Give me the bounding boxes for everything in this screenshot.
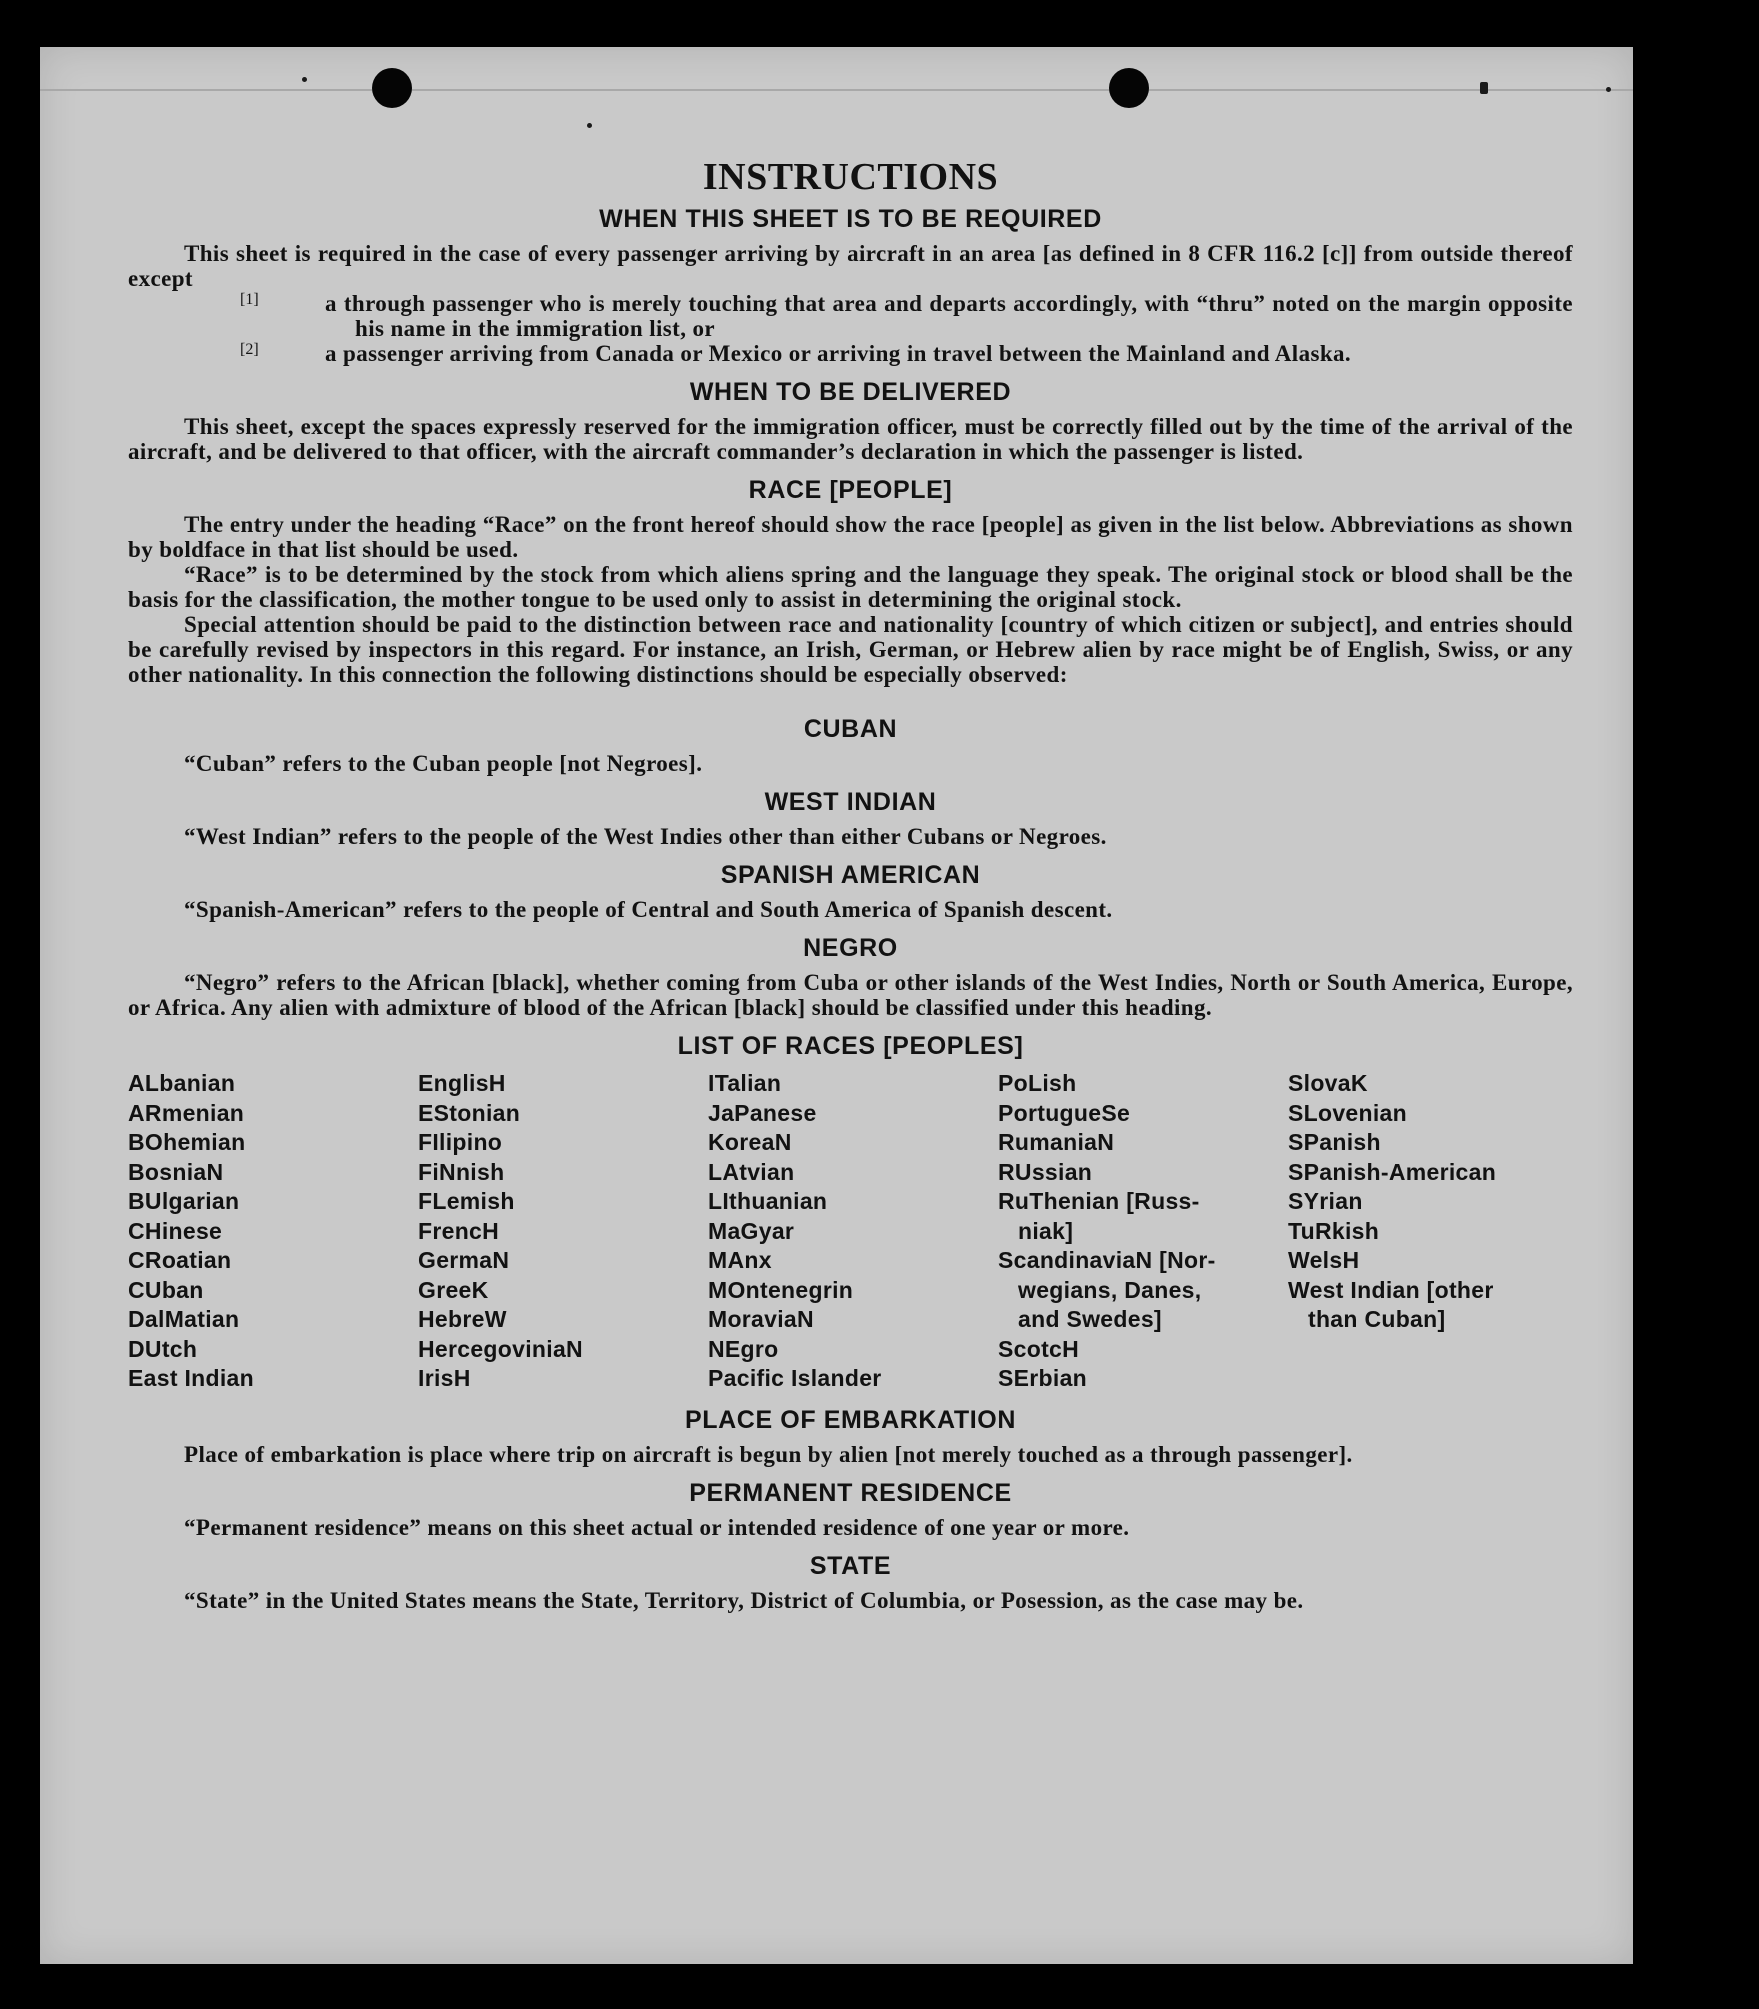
page-title: INSTRUCTIONS: [702, 156, 999, 198]
race-entry: BUlgarian: [128, 1188, 240, 1214]
when-required-intro: This sheet is required in the case of every passenger arriving by aircraft in an area [as defined in 8 CFR 116.2 [c]] from outside thereof except: [128, 241, 1573, 291]
race-entry: FLemish: [418, 1188, 515, 1214]
spanish-american-text: “Spanish-American” refers to the people of Central and South America of Spanish descent.: [184, 897, 1113, 922]
race-entry: JaPanese: [708, 1099, 817, 1126]
race-entry: NEgro: [708, 1335, 779, 1362]
heading-embarkation: PLACE OF EMBARKATION: [685, 1405, 1016, 1434]
race-entry: FIlipino: [418, 1129, 503, 1155]
race-entry: EnglisH: [418, 1070, 506, 1096]
speck: [587, 123, 592, 128]
race-entry: CHinese: [128, 1217, 223, 1244]
race-column-3: [708, 1069, 993, 1394]
race-entry: ALbanian: [128, 1070, 236, 1096]
exception-item-2: [128, 341, 1573, 366]
race-entry: MaGyar: [708, 1217, 795, 1244]
race-entry: SPanish-American: [1288, 1158, 1497, 1185]
race-entry: PortugueSe: [998, 1099, 1131, 1126]
heading-cuban: CUBAN: [803, 715, 898, 743]
exception-item-1: [128, 291, 1573, 341]
race-entry: ARmenian: [128, 1099, 245, 1126]
race-column-1: [128, 1069, 413, 1394]
race-entry: FiNnish: [418, 1158, 505, 1185]
race-entry: HercegoviniaN: [418, 1335, 583, 1362]
race-entry: CRoatian: [128, 1247, 232, 1273]
when-delivered-text: This sheet, except the spaces expressly reserved for the immigration officer, must be correctly filled out by the time of the arrival of the aircraft, and be delivered to that officer, with the aircraft commander’s declaration in which the passenger is listed.: [128, 414, 1573, 464]
race-entry: BosniaN: [128, 1158, 224, 1185]
speck: [1480, 82, 1488, 94]
race-entry: MoraviaN: [708, 1306, 814, 1332]
race-entry: East Indian: [128, 1365, 254, 1391]
speck: [1606, 87, 1611, 92]
race-entry: CUban: [128, 1276, 204, 1303]
race-entry: GreeK: [418, 1276, 489, 1303]
race-entry: SPanish: [1288, 1129, 1381, 1155]
race-entry: MOntenegrin: [708, 1276, 854, 1303]
embarkation-text: Place of embarkation is place where trip on aircraft is begun by alien [not merely touched as a through passenger].: [184, 1441, 1353, 1467]
race-entry: EStonian: [418, 1099, 521, 1126]
item-number: [1]: [240, 291, 259, 308]
race-entry: SLovenian: [1288, 1099, 1408, 1126]
race-entry: IrisH: [418, 1365, 471, 1391]
punch-hole-right: [1109, 68, 1149, 108]
race-entry: DUtch: [128, 1335, 198, 1362]
heading-spanish-american: SPANISH AMERICAN: [720, 861, 981, 889]
document-sheet: [40, 47, 1633, 1964]
permanent-residence-text: “Permanent residence” means on this sheet actual or intended residence of one year or more.: [184, 1514, 1130, 1540]
race-entry: RumaniaN: [998, 1129, 1115, 1155]
race-entry: LIthuanian: [708, 1188, 828, 1214]
race-column-5: [1288, 1069, 1573, 1394]
race-entry: RUssian: [998, 1158, 1093, 1185]
race-paragraph-3: Special attention should be paid to the distinction between race and nationality [country of which citizen or subject], and entries should be carefully revised by inspectors in this regard. For instance, an Irish, German, or Hebrew alien by race might be of English, Swiss, or any other nationality. In this connection the following distinctions should be especially observed:: [128, 612, 1573, 687]
race-entry: wegians, Danes,: [1018, 1276, 1202, 1303]
race-column-4: [998, 1069, 1283, 1394]
race-entry: KoreaN: [708, 1129, 792, 1155]
race-entry: MAnx: [708, 1247, 772, 1273]
race-entry: BOhemian: [128, 1129, 246, 1155]
race-entry: DalMatian: [128, 1306, 240, 1332]
west-indian-text: “West Indian” refers to the people of the West Indies other than either Cubans or Negroes.: [184, 824, 1107, 849]
race-entry: LAtvian: [708, 1158, 795, 1185]
state-text: “State” in the United States means the State, Territory, District of Columbia, or Posession, as the case may be.: [184, 1587, 1304, 1613]
race-paragraph-1: The entry under the heading “Race” on the front hereof should show the race [people] as given in the list below. Abbreviations as shown by boldface in that list should be used.: [128, 512, 1573, 562]
race-entry: WelsH: [1288, 1247, 1360, 1273]
race-entry: ITalian: [708, 1070, 782, 1096]
race-entry: RuThenian [Russ-: [998, 1188, 1200, 1214]
race-list: [128, 1069, 1573, 1394]
race-entry: West Indian [other: [1288, 1276, 1494, 1303]
race-entry: SlovaK: [1288, 1070, 1368, 1096]
race-entry: niak]: [1018, 1217, 1074, 1244]
race-entry: TuRkish: [1288, 1217, 1380, 1244]
item-text: a through passenger who is merely touching that area and departs accordingly, with “thru” noted on the margin opposite his name in the immigration list, or: [325, 291, 1573, 341]
race-entry: SYrian: [1288, 1188, 1363, 1214]
heading-when-delivered: WHEN TO BE DELIVERED: [689, 378, 1012, 406]
race-entry: Pacific Islander: [708, 1365, 882, 1391]
race-entry: ScandinaviaN [Nor-: [998, 1247, 1216, 1273]
race-entry: HebreW: [418, 1306, 507, 1332]
race-paragraph-2: “Race” is to be determined by the stock from which aliens spring and the language they speak. The original stock or blood shall be the basis for the classification, the mother tongue to be used only to assist in determining the original stock.: [128, 562, 1573, 612]
heading-state: STATE: [809, 1551, 892, 1580]
cuban-text: “Cuban” refers to the Cuban people [not Negroes].: [184, 751, 703, 776]
race-entry: and Swedes]: [1018, 1306, 1162, 1332]
race-entry: ScotcH: [998, 1335, 1080, 1362]
race-column-2: [418, 1069, 703, 1394]
speck: [302, 77, 307, 82]
heading-race: RACE [PEOPLE]: [748, 476, 953, 504]
race-entry: PoLish: [998, 1070, 1077, 1096]
race-entry: than Cuban]: [1308, 1306, 1446, 1332]
race-entry: FrencH: [418, 1217, 500, 1244]
item-number: [2]: [240, 341, 259, 358]
punch-hole-left: [372, 68, 412, 108]
instructions-content: [128, 155, 1573, 1613]
heading-negro: NEGRO: [803, 934, 898, 962]
heading-list-of-races: LIST OF RACES [PEOPLES]: [677, 1032, 1024, 1060]
heading-permanent-residence: PERMANENT RESIDENCE: [689, 1478, 1012, 1507]
heading-west-indian: WEST INDIAN: [764, 788, 937, 816]
race-entry: GermaN: [418, 1247, 510, 1273]
top-rule: [40, 89, 1633, 91]
negro-text: “Negro” refers to the African [black], whether coming from Cuba or other islands of the West Indies, North or South America, Europe, or Africa. Any alien with admixture of blood of the African [black] should be classified under this heading.: [128, 970, 1573, 1020]
heading-when-required: WHEN THIS SHEET IS TO BE REQUIRED: [599, 205, 1102, 233]
item-text: a passenger arriving from Canada or Mexico or arriving in travel between the Mainland and Alaska.: [325, 341, 1352, 366]
race-entry: SErbian: [998, 1365, 1088, 1391]
